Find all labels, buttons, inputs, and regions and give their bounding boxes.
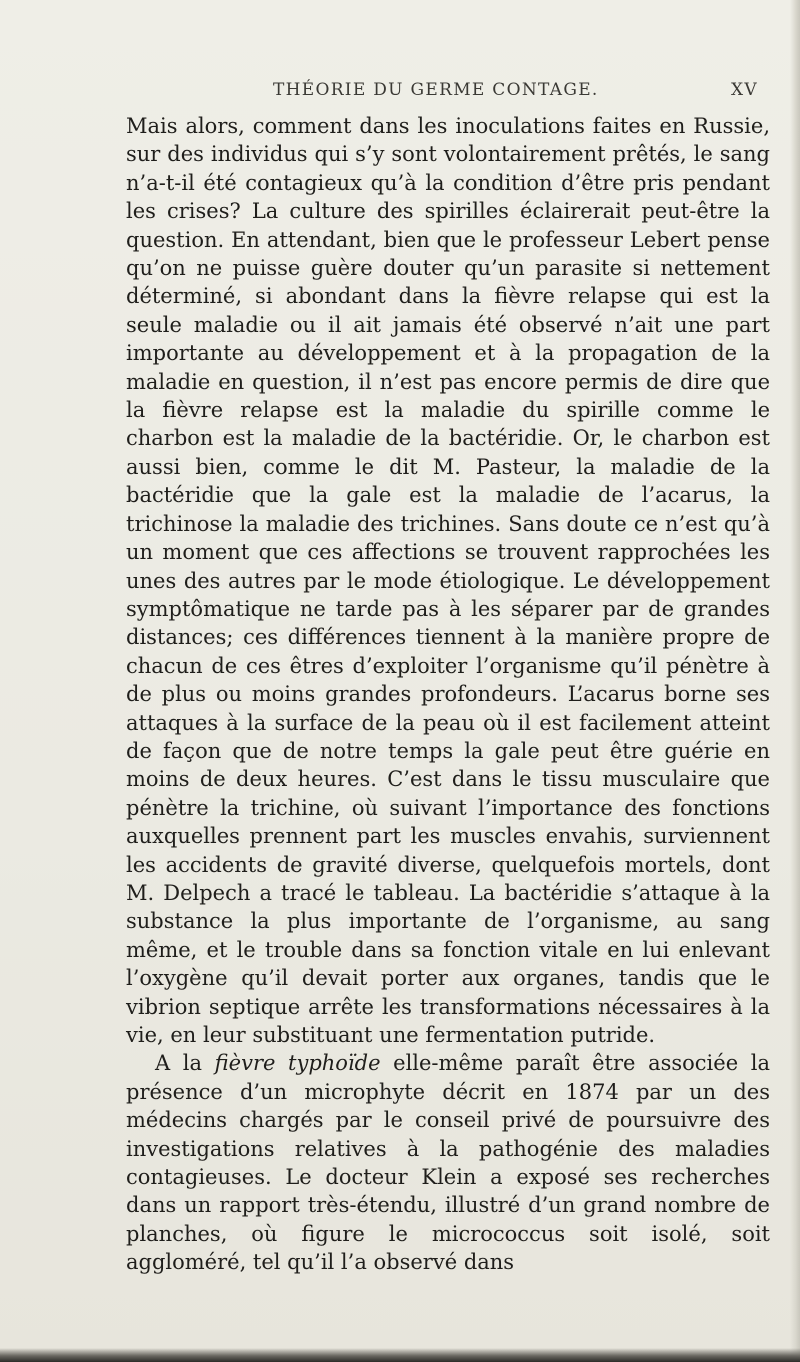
paragraph-2-rest: elle-même paraît être associée la présence d’un microphyte décrit en 1874 par un des médecins chargés par le conseil privé de poursuivre des investigations relatives à la pathogénie des maladies contagieuses. Le docteur Klein a exposé ses recherches dans un rapport très-étendu, illustré d’un grand nombre de planches, où figure le micrococcus soit isolé, soit aggloméré, tel qu’il l’a observé dans	[126, 1051, 770, 1275]
page-bottom-shadow	[0, 1348, 800, 1362]
running-head: THÉORIE DU GERME CONTAGE.	[273, 80, 599, 100]
paragraph-1: Mais alors, comment dans les inoculations faites en Russie, sur des individus qui s’y sont volontairement prêtés, le sang n’a-t-il été contagieux qu’à la condition d’être pris pendant les crises? La culture des spirilles éclairerait peut-être la question. En attendant, bien que le professeur Lebert pense qu’on ne puisse guère douter qu’un parasite si nettement déterminé, si abondant dans la fièvre relapse qui est la seule maladie ou il ait jamais été observé n’ait une part importante au développement et à la propagation de la maladie en question, il n’est pas encore permis de dire que la fièvre relapse est la maladie du spirille comme le charbon est la maladie de la bactéridie. Or, le charbon est aussi bien, comme le dit M. Pasteur, la maladie de la bactéridie que la gale est la maladie de l’acarus, la trichinose la maladie des trichines. Sans doute ce n’est qu’à un moment que ces affections se trouvent rapprochées les unes des autres par le mode étiologique. Le développement symptômatique ne tarde pas à les séparer par de grandes distances; ces différences tiennent à la manière propre de chacun de ces êtres d’exploiter l’organisme qu’il pénètre à de plus ou moins grandes profondeurs. L’acarus borne ses attaques à la surface de la peau où il est facilement atteint de façon que de notre temps la gale peut être guérie en moins de deux heures. C’est dans le tissu musculaire que pénètre la trichine, où suivant l’importance des fonctions auxquelles prennent part les muscles envahis, surviennent les accidents de gravité diverse, quelquefois mortels, dont M. Delpech a tracé le tableau. La bactéridie s’attaque à la substance la plus importante de l’organisme, au sang même, et le trouble dans sa fonction vitale en lui enlevant l’oxygène qu’il devait porter aux organes, tandis que le vibrion septique arrête les transformations nécessaires à la vie, en leur substituant une fermentation putride.	[126, 114, 770, 1047]
page-header	[128, 78, 768, 108]
paragraph-2-lead: A la	[155, 1051, 215, 1076]
page-right-shadow	[790, 0, 800, 1362]
paragraph-2	[126, 1049, 770, 1276]
body-text	[126, 112, 770, 1277]
paragraph-2-italic-term: fièvre typhoïde	[214, 1051, 381, 1076]
page-number: XV	[731, 80, 758, 100]
